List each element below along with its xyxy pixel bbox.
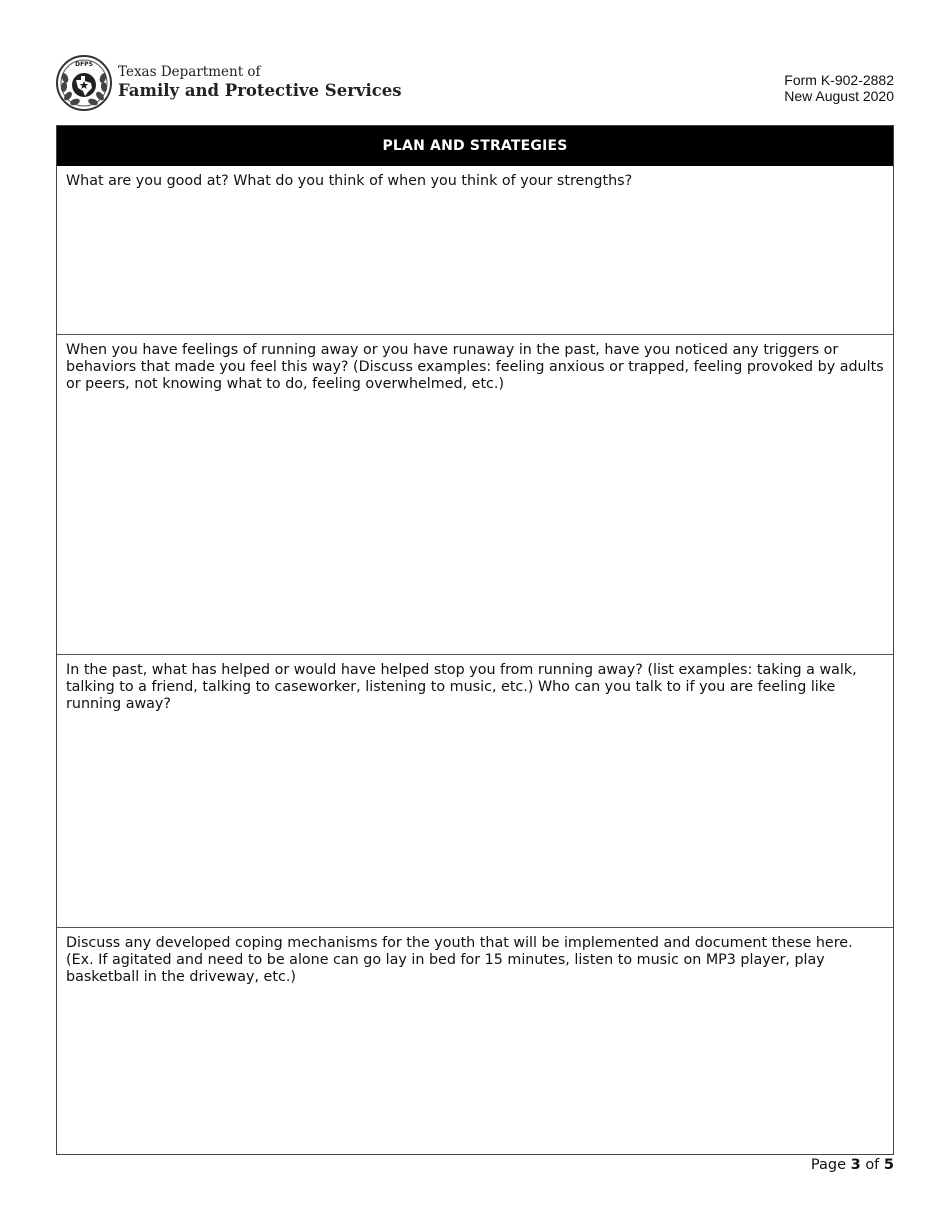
coping-question: Discuss any developed coping mechanisms for the youth that will be implemented and document these here. (Ex. If agitated and need to be alone can go lay in bed for 15 minutes, listen to music on MP3 player, play basketball in the driveway, etc.) — [66, 935, 853, 985]
dfps-seal-logo — [56, 54, 112, 112]
page-header — [56, 54, 894, 116]
total-pages: 5 — [883, 1157, 894, 1173]
strengths-question: What are you good at? What do you think of when you think of your strengths? — [66, 173, 633, 189]
page-number — [811, 1157, 894, 1173]
triggers-question: When you have feelings of running away or you have runaway in the past, have you noticed any triggers or behaviors that made you feel this way? (Discuss examples: feeling anxious or trapped, feeling provoked by adults or peers, not knowing what to do, feeling overwhelmed, etc.) — [66, 342, 884, 392]
svg-text:DFPS: DFPS — [75, 61, 93, 68]
strengths-field[interactable] — [57, 166, 893, 334]
current-page: 3 — [850, 1157, 861, 1173]
of-label: of — [865, 1157, 880, 1173]
form-number: Form K-902-2882 — [784, 72, 894, 88]
form-identifier — [784, 72, 894, 104]
agency-line-2: Family and Protective Services — [118, 81, 402, 100]
triggers-field[interactable] — [57, 334, 893, 654]
form-date: New August 2020 — [784, 88, 894, 104]
agency-name — [118, 64, 402, 101]
agency-line-1: Texas Department of — [118, 64, 261, 80]
prevention-field[interactable] — [57, 654, 893, 927]
plan-strategies-form — [56, 125, 894, 1155]
page-label: Page — [810, 1157, 846, 1173]
prevention-question: In the past, what has helped or would have helped stop you from running away? (list examples: taking a walk, talking to a friend, talking to caseworker, listening to music, etc.) Who can you talk to if you are feeling like running away? — [66, 662, 857, 712]
form-section-title: PLAN AND STRATEGIES — [57, 126, 893, 166]
coping-mechanisms-field[interactable] — [57, 927, 893, 1154]
